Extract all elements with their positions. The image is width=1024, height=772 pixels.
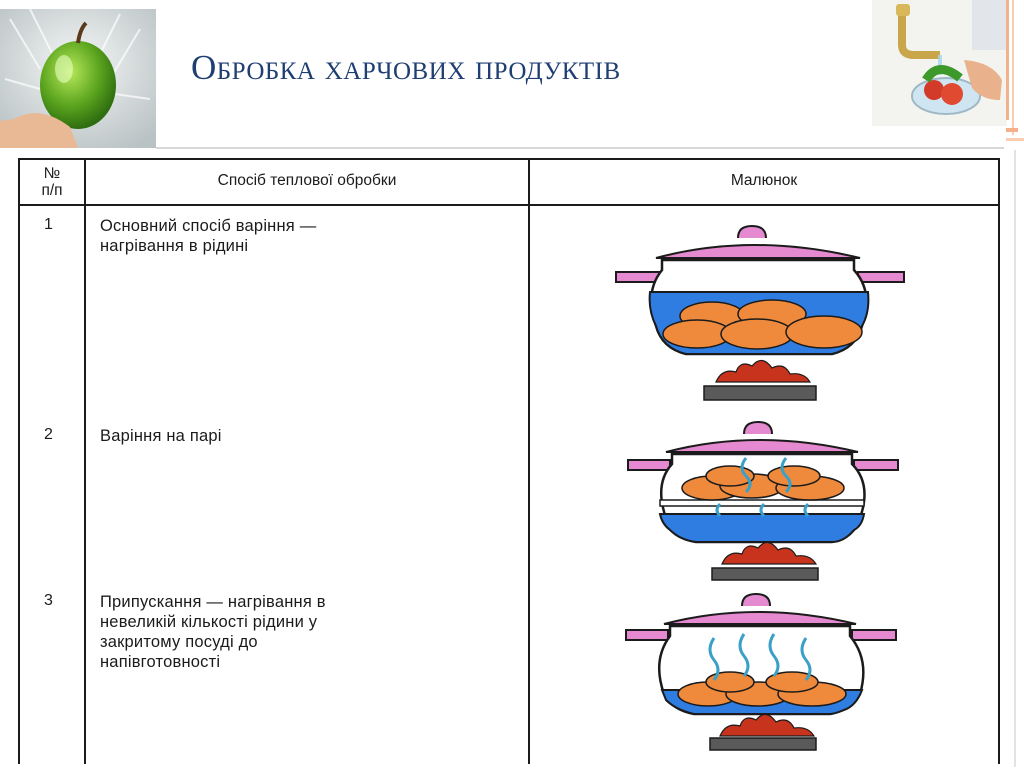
- poaching-pot-icon: [624, 590, 904, 765]
- washing-vegetables-photo: [872, 0, 1007, 126]
- header-number: № п/п: [41, 165, 63, 199]
- header-picture: Малюнок: [730, 172, 798, 189]
- decorative-edge: [1006, 0, 1024, 767]
- row-2-number: 2: [44, 426, 53, 443]
- header-method: Спосіб теплової обробки: [217, 172, 397, 189]
- row-3-method: Припускання — нагрівання в невеликій кількості рідини у закритому посуді до напівготовності: [100, 593, 326, 671]
- steaming-pot-icon: [626, 418, 901, 593]
- title-divider: [156, 147, 1004, 149]
- row-1-method: Основний спосіб варіння — нагрівання в рідині: [100, 217, 317, 255]
- boiling-pot-icon: [612, 222, 912, 412]
- apple-photo: [0, 9, 156, 148]
- row-2-method: Варіння на парі: [100, 427, 222, 445]
- page-title: Обробка харчових продуктів: [191, 48, 621, 87]
- row-1-number: 1: [44, 216, 53, 233]
- row-3-number: 3: [44, 592, 53, 609]
